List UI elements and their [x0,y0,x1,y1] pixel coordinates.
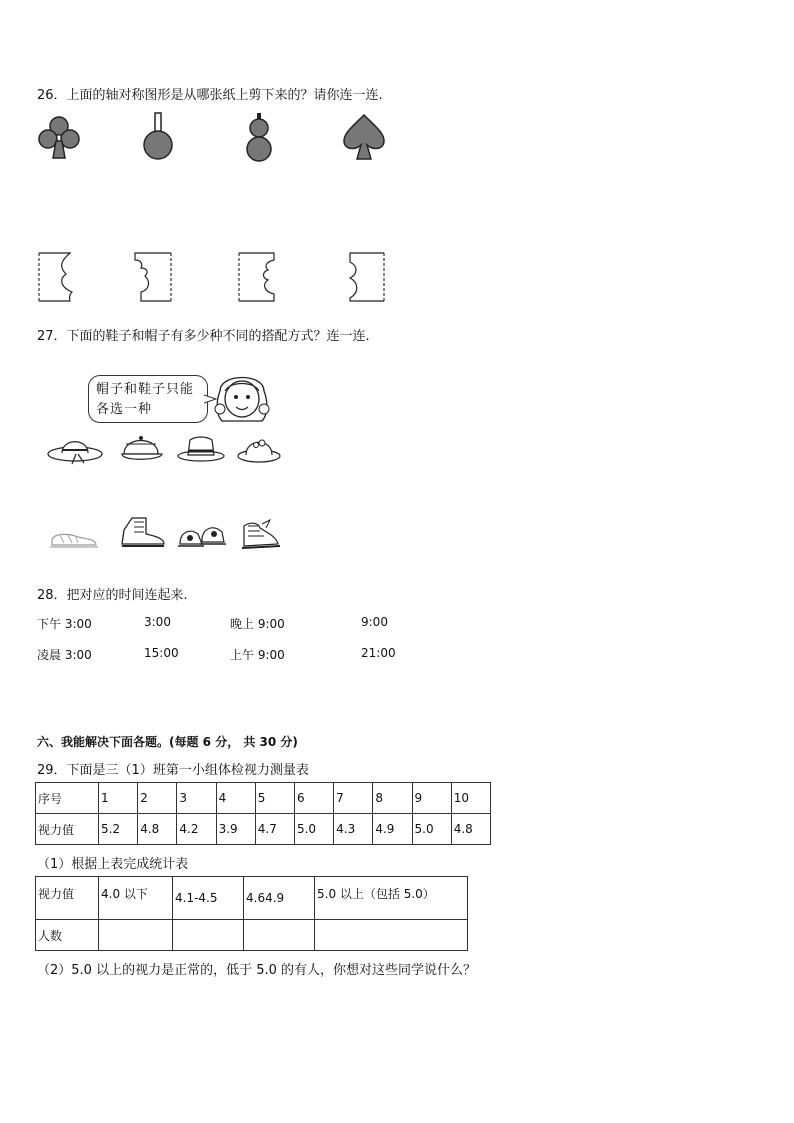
table-cell: 10 [451,783,490,814]
table-cell: 7 [334,783,373,814]
gourd-shape-icon [244,113,274,163]
time-9-00[interactable]: 9:00 [361,615,388,629]
strap-shoes-icon[interactable] [176,518,228,552]
row-header-count: 人数 [36,920,99,951]
question-26-text: 26．上面的轴对称图形是从哪张纸上剪下来的？请你连一连. [37,88,383,103]
table-cell: 6 [294,783,333,814]
table-cell: 5 [255,783,294,814]
table-cell: 1 [99,783,138,814]
table-cell: 3.9 [216,814,255,845]
time-pm-3[interactable]: 下午 3:00 [37,617,92,631]
speech-line-2: 各选一种 [96,402,153,417]
paper-cutout-1[interactable] [38,252,78,302]
paper-cutout-3[interactable] [238,252,278,302]
speech-bubble-text [96,380,206,420]
table-cell: 9 [412,783,451,814]
time-15-00[interactable]: 15:00 [144,646,179,660]
time-evening-9[interactable]: 晚上 9:00 [230,617,285,631]
time-3-00[interactable]: 3:00 [144,615,171,629]
sub-question-2: （2）5.0 以上的视力是正常的，低于 5.0 的有人，你想对这些同学说什么？ [37,963,477,978]
table-cell: 4.7 [255,814,294,845]
table-cell: 2 [138,783,177,814]
question-28-text: 28．把对应的时间连起来. [37,588,188,603]
table-row [36,877,468,920]
row-header-vision: 视力值 [36,877,99,920]
table-row [36,783,491,814]
table-cell: 5.2 [99,814,138,845]
table-cell: 4.8 [451,814,490,845]
sandal-shoe-icon[interactable] [48,523,100,551]
row-header-vision: 视力值 [36,814,99,845]
answer-cell[interactable] [99,920,173,951]
ladle-shape-icon [140,113,176,163]
girl-icon [212,365,272,427]
time-dawn-3[interactable]: 凌晨 3:00 [37,648,92,662]
row-header-number: 序号 [36,783,99,814]
table-cell: 4.8 [138,814,177,845]
answer-cell[interactable] [315,920,468,951]
answer-cell[interactable] [173,920,244,951]
spade-shape-icon [342,113,386,161]
table-cell: 8 [373,783,412,814]
answer-cell[interactable] [244,920,315,951]
range-cell: 4.0 以下 [99,877,173,920]
paper-cutout-2[interactable] [133,252,173,302]
boot-shoe-icon[interactable] [118,516,168,552]
table-row [36,814,491,845]
table-cell: 4.2 [177,814,216,845]
table-row [36,920,468,951]
question-27-text: 27．下面的鞋子和帽子有多少种不同的搭配方式？连一连. [37,329,370,344]
table-cell: 3 [177,783,216,814]
sub-question-1: （1）根据上表完成统计表 [37,857,189,872]
table-cell: 4.9 [373,814,412,845]
vision-measurement-table [35,782,491,845]
club-shape-icon [37,115,81,161]
table-cell: 5.0 [412,814,451,845]
statistics-table [35,876,468,951]
question-29-text: 29．下面是三（1）班第一小组体检视力测量表 [37,763,309,778]
sun-hat-with-ribbon-icon[interactable] [46,430,104,466]
paper-cutout-4[interactable] [346,252,386,302]
table-cell: 4.3 [334,814,373,845]
speech-line-1: 帽子和鞋子只能 [96,382,195,397]
table-cell: 4 [216,783,255,814]
section-6-heading: 六、我能解决下面各题。(每题 6 分， 共 30 分) [37,735,298,749]
time-morning-9[interactable]: 上午 9:00 [230,648,285,662]
range-cell: 4.64.9 [244,877,315,920]
fedora-hat-icon[interactable] [176,432,226,464]
table-cell: 5.0 [294,814,333,845]
baseball-cap-icon[interactable] [118,430,166,466]
time-21-00[interactable]: 21:00 [361,646,396,660]
range-cell: 5.0 以上（包括 5.0） [315,877,468,920]
flower-hat-icon[interactable] [236,430,282,466]
range-cell: 4.1-4.5 [173,877,244,920]
sneakers-icon[interactable] [236,516,284,552]
